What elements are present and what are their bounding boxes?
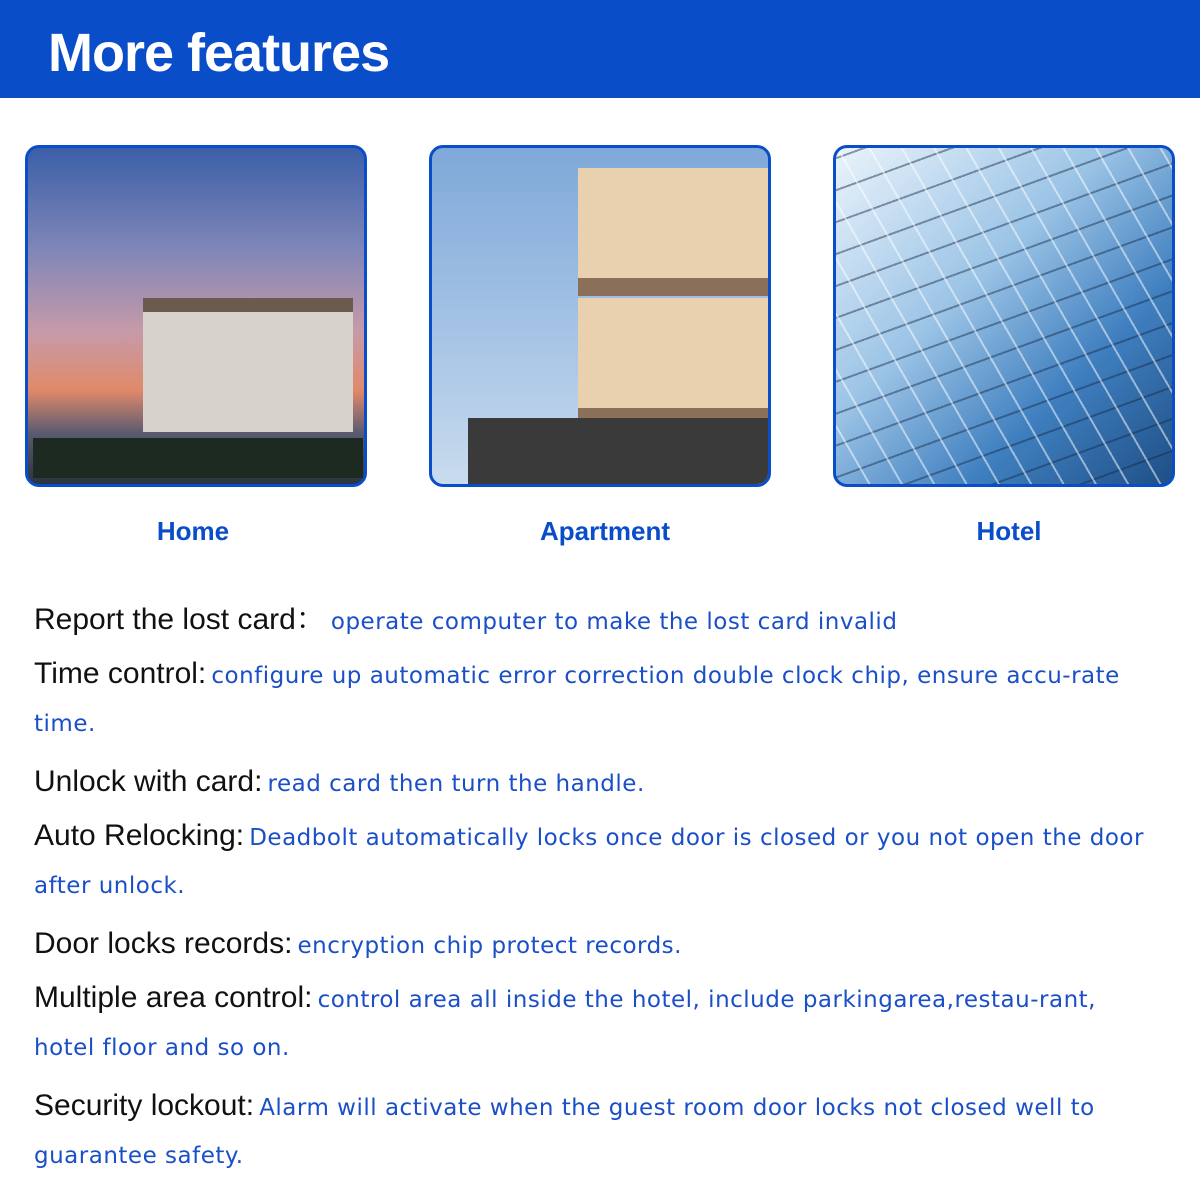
glass-facade <box>836 148 1172 484</box>
balcony-shape <box>578 168 768 296</box>
feature-value: configure up automatic error correction double clock chip, ensure accu-rate time. <box>34 663 1120 737</box>
scene-label-hotel: Hotel <box>976 516 1042 546</box>
feature-value: operate computer to make the lost card invalid <box>330 609 898 635</box>
feature-item <box>34 812 1164 911</box>
balcony-shape <box>578 298 768 426</box>
apartment-photo <box>429 145 771 487</box>
feature-item <box>34 974 1164 1073</box>
house-shape <box>143 298 353 432</box>
feature-item <box>34 650 1164 749</box>
feature-key: Time control: <box>34 657 207 690</box>
feature-value: Deadbolt automatically locks once door is closed or you not open the door after unlock. <box>34 825 1144 899</box>
feature-key: Multiple area control: <box>34 981 313 1014</box>
feature-item <box>34 596 1164 647</box>
feature-value: encryption chip protect records. <box>297 933 682 959</box>
feature-key: Unlock with card: <box>34 765 263 798</box>
home-photo <box>25 145 367 487</box>
building-base <box>468 418 768 487</box>
feature-item <box>34 758 1164 809</box>
feature-value: read card then turn the handle. <box>267 771 645 797</box>
feature-value: Alarm will activate when the guest room door locks not closed well to guarantee safety. <box>34 1095 1095 1169</box>
scene-label-apartment: Apartment <box>539 516 670 546</box>
header-banner <box>0 0 1200 98</box>
feature-item <box>34 920 1164 971</box>
feature-key: Report the lost card： <box>34 603 326 636</box>
feature-item <box>34 1082 1164 1181</box>
hotel-photo <box>833 145 1175 487</box>
feature-value: control area all inside the hotel, include parkingarea,restau-rant, hotel floor and so on. <box>34 987 1096 1061</box>
feature-key: Auto Relocking: <box>34 819 245 852</box>
feature-key: Security lockout: <box>34 1089 255 1122</box>
page-title: More features <box>48 23 390 83</box>
scene-label-home: Home <box>156 516 230 546</box>
feature-key: Door locks records: <box>34 927 293 960</box>
shore-shape <box>33 438 363 478</box>
